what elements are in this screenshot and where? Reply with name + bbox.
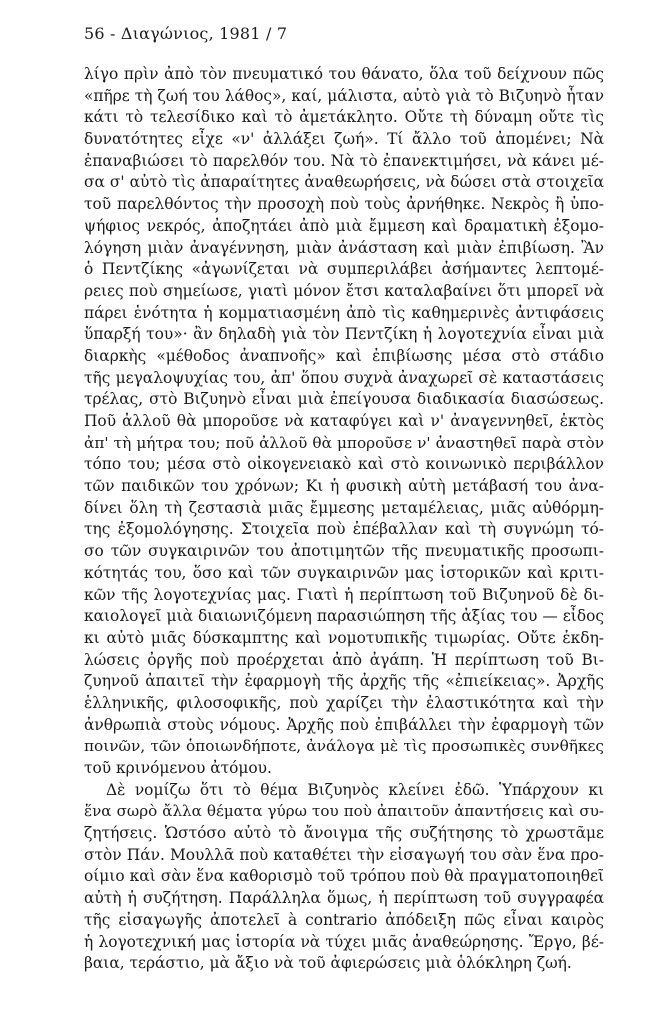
text-line: ἡ λογοτεχνική μας ἱστορία νὰ τύχει μιᾶς ἀναθεώρησης. Ἔργο, βέ- [84, 932, 604, 951]
text-line: ὕπαρξή του»· ἂν δηλαδὴ γιὰ τὸν Πεντζίκη ἡ λογοτεχνία εἶναι μιὰ [84, 325, 604, 344]
text-line: ἐπαναβιώσει τὸ παρελθόν του. Νὰ τὸ ἐπανεκτιμήσει, νὰ κάνει μέ- [84, 151, 604, 170]
text-line: οίμιο καὶ σὰν ἕνα καθορισμὸ τοῦ τρόπου ποὺ θὰ πραγματοποιηθεῖ [84, 867, 604, 886]
text-line: σο τῶν συγκαιρινῶν του ἀποτιμητῶν τῆς πνευματικῆς προσωπι- [84, 542, 604, 561]
text-line: ζητήσεις. Ὡστόσο αὐτὸ τὸ ἄνοιγμα τῆς συζήτησης τὸ χρωστᾶμε [84, 824, 604, 843]
article-body [84, 64, 604, 975]
page-header: 56 - Διαγώνιος, 1981 / 7 [84, 24, 288, 43]
text-line: τόπο του; μέσα στὸ οἰκογενειακὸ καὶ στὸ κοινωνικὸ περιβάλλον [84, 455, 604, 474]
paragraph [84, 64, 604, 780]
text-line: δίνει ὅλη τὴ ζεστασιὰ μιᾶς ἔμμεσης μεταμέλειας, μιᾶς αὐθόρμη- [84, 498, 604, 517]
text-line: ποινῶν, τῶν ὁποιωνδήποτε, ἀνάλογα μὲ τὶς προσωπικὲς συνθῆκες [84, 737, 604, 756]
text-line: κι αὐτὸ μιᾶς δύσκαμπτης καὶ νομοτυπικῆς τιμωρίας. Οὔτε ἐκδη- [84, 628, 604, 647]
text-line: Δὲ νομίζω ὅτι τὸ θέμα Βιζυηνὸς κλείνει ἐδῶ. Ὑπάρχουν κι [106, 780, 604, 799]
text-line: τοῦ παρελθόντος τὴν προσοχὴ ποὺ τοὺς ἀρνήθηκε. Νεκρὸς ἢ ὑπο- [84, 195, 604, 214]
text-line: Ποῦ ἀλλοῦ θὰ μποροῦσε νὰ καταφύγει καὶ ν' ἀναγεννηθεῖ, ἐκτὸς [84, 412, 604, 430]
paragraph [84, 780, 604, 975]
text-line: «πῆρε τὴ ζωή του λάθος», καί, μάλιστα, αὐτὸ γιὰ τὸ Βιζυηνὸ ἦταν [84, 86, 604, 105]
text-line: της ἐξομολόγησης. Στοιχεῖα ποὺ ἐπέβαλλαν καὶ τὴ συγνώμη τό- [84, 520, 604, 539]
text-line: πάρει ἑνότητα ἡ κομματιασμένη ἀπὸ τὶς καθημερινὲς ἀντιφάσεις [84, 303, 604, 322]
text-line: τῆς μεγαλοψυχίας του, ἀπ' ὅπου συχνὰ ἀναχωρεῖ σὲ καταστάσεις [84, 368, 604, 387]
text-line: κάτι τὸ τελεσίδικο καὶ τὸ ἀμετάκλητο. Οὔτε τὴ δύναμη οὔτε τὶς [84, 108, 604, 127]
text-line: διαρκὴς «μέθοδος ἀναπνοῆς» καὶ ἐπιβίωσης μέσα στὸ στάδιο [84, 346, 604, 365]
text-line: δυνατότητες εἶχε «ν' ἀλλάξει ζωή». Τί ἄλλο τοῦ ἀπομένει; Νὰ [84, 130, 604, 149]
text-line: σα σ' αὐτὸ τὶς ἀπαραίτητες ἀναθεωρήσεις, νὰ δώσει στὰ στοιχεῖα [84, 173, 604, 192]
text-line: αὐτὴ ἡ συζήτηση. Παράλληλα ὅμως, ἡ περίπτωση τοῦ συγγραφέα [84, 889, 604, 908]
text-line: βαια, τεράστιο, μὰ ἄξιο νὰ τοῦ ἀφιερώσεις μιὰ ὁλόκληρη ζωή. [84, 954, 572, 973]
text-line: ἀνθρωπιὰ στοὺς νόμους. Ἀρχῆς ποὺ ἐπιβάλλει τὴν ἐφαρμογὴ τῶν [84, 715, 604, 734]
text-line: ἀπ' τὴ μήτρα του; ποῦ ἀλλοῦ θὰ μποροῦσε ν' ἀναστηθεῖ παρὰ στὸν [84, 433, 604, 452]
text-line: τοῦ κρινόμενου ἀτόμου. [84, 759, 272, 777]
text-line: ψήφιος νεκρός, ἀποζητάει ἀπὸ μιὰ ἔμμεση καὶ δραματικὴ ἐξομο- [84, 216, 604, 235]
text-line: τῆς εἰσαγωγῆς ἀποτελεῖ à contrario ἀπόδειξη πῶς εἶναι καιρὸς [84, 910, 604, 929]
text-line: λόγηση μιὰν ἀναγέννηση, μιὰν ἀνάσταση καὶ μιὰν ἐπιβίωση. Ἂν [84, 238, 604, 257]
text-line: λίγο πρὶν ἀπὸ τὸν πνευματικό του θάνατο, ὅλα τοῦ δείχνουν πῶς [84, 65, 604, 83]
text-line: κῶν τῆς λογοτεχνίας μας. Γιατὶ ἡ περίπτωση τοῦ Βιζυηνοῦ δὲ δι- [84, 585, 604, 604]
text-line: λώσεις ὀργῆς ποὺ προέρχεται ἀπὸ ἀγάπη. Ἡ περίπτωση τοῦ Βι- [84, 650, 604, 669]
text-line: καιολογεῖ μιὰ διαιωνιζόμενη παρασιώπηση τῆς ἀξίας του — εἶδος [84, 607, 604, 626]
text-line: τῶν παιδικῶν του χρόνων; Κι ἡ φυσικὴ αὐτὴ μετάβασή του ἀνα- [84, 477, 604, 496]
text-line: ὁ Πεντζίκης «ἀγωνίζεται νὰ συμπεριλάβει ἀσήμαντες λεπτομέ- [84, 260, 604, 279]
text-line: κότητάς του, ὅσο καὶ τῶν συγκαιρινῶν μας ἱστορικῶν καὶ κριτι- [84, 563, 604, 582]
text-line: τρέλας, στὸ Βιζυηνὸ εἶναι μιὰ ἐπείγουσα διαδικασία διασώσεως. [84, 390, 604, 409]
text-line: ἑλληνικῆς, φιλοσοφικῆς, ποὺ χαρίζει τὴν ἐλαστικότητα καὶ τὴν [84, 693, 604, 712]
text-line: στὸν Πάν. Μουλλᾶ ποὺ καταθέτει τὴν εἰσαγωγή του σὰν ἕνα προ- [84, 845, 604, 864]
text-line: ἕνα σωρὸ ἄλλα θέματα γύρω του ποὺ ἀπαιτοῦν ἀπαντήσεις καὶ συ- [84, 802, 604, 821]
text-line: ζυηνοῦ ἀπαιτεῖ τὴν ἐφαρμογὴ τῆς ἀρχῆς τῆς «ἐπιείκειας». Ἀρχῆς [84, 672, 604, 691]
text-line: ρειες ποὺ σημείωσε, γιατὶ μόνον ἔτσι καταλαβαίνει ὅτι μπορεῖ νὰ [84, 281, 604, 300]
